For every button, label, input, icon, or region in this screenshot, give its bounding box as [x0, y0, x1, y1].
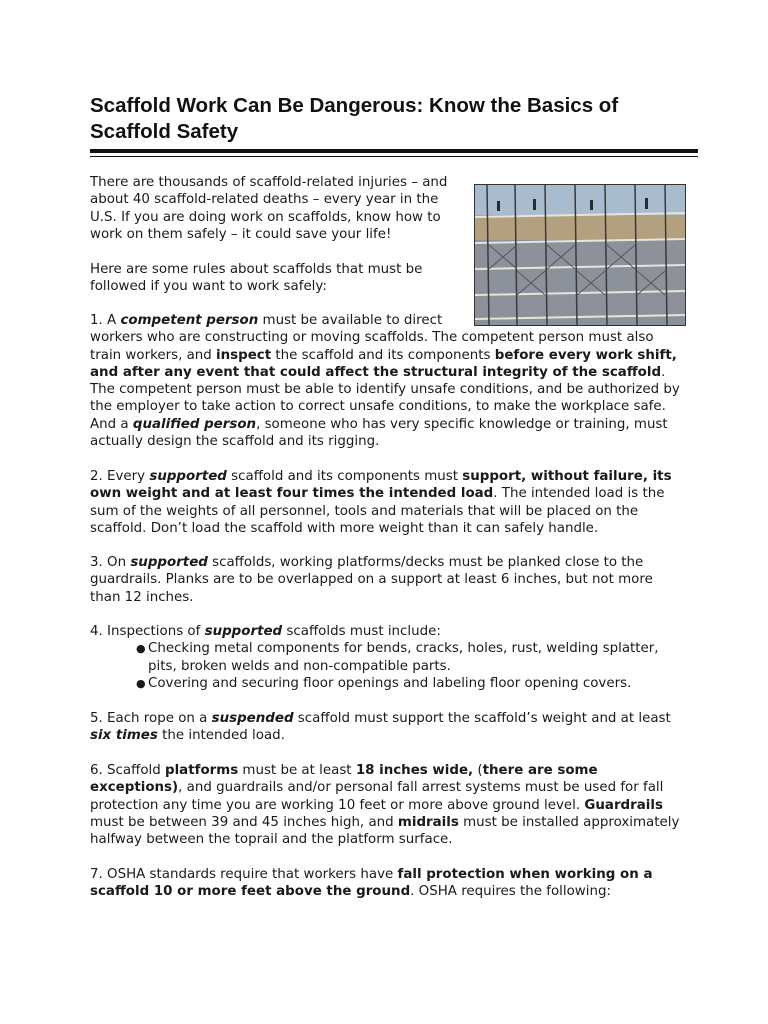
- rule-4-block: [90, 623, 686, 692]
- list-item: ● Covering and securing floor openings and labeling floor opening covers.: [136, 675, 686, 692]
- competent-person-term: competent person: [120, 313, 259, 328]
- title-rule-thick: [90, 149, 698, 153]
- rule-2-paragraph: 2. Every supported scaffold and its components must support, without failure, its own weight and at least four times the intended load. The intended load is the sum of the weights of all personnel, tools and materials that will be placed on the scaffold. Don’t load the scaffold with more weight than it can safely handle.: [90, 469, 672, 536]
- scaffold-photo: [474, 184, 686, 326]
- inspection-bullet-list: [136, 640, 686, 692]
- page-title: Scaffold Work Can Be Dangerous: Know the Basics of Scaffold Safety: [90, 94, 619, 143]
- qualified-person-term: qualified person: [132, 416, 257, 432]
- intro-paragraph: There are thousands of scaffold-related injuries – and about 40 scaffold-related deaths – every year in the U.S. If you are doing work on scaffolds, know how to work on them safely – it could save your life!: [90, 175, 448, 242]
- title-rule-thin: [90, 156, 698, 157]
- rule-4-paragraph: 4. Inspections of supported scaffolds must include:: [90, 624, 441, 639]
- rule-7-paragraph: 7. OSHA standards require that workers have fall protection when working on a scaffold 10 or more feet above the ground. OSHA requires the following:: [90, 867, 653, 900]
- rule-6-paragraph: 6. Scaffold platforms must be at least 18 inches wide, (there are some exceptions), and guardrails and/or personal fall arrest systems must be used for fall protection any time you are working 10 feet or more above ground level. Guardrails must be between 39 and 45 inches high, and midrails must be installed approximately halfway between the toprail and the platform surface.: [90, 763, 680, 848]
- scaffold-illustration: [475, 185, 685, 325]
- intro-rules-paragraph: Here are some rules about scaffolds that must be followed if you want to work safely:: [90, 262, 423, 295]
- rule-5-paragraph: 5. Each rope on a suspended scaffold must support the scaffold’s weight and at least six times the intended load.: [90, 711, 671, 744]
- rule-3-paragraph: 3. On supported scaffolds, working platforms/decks must be planked close to the guardrails. Planks are to be overlapped on a support at least 6 inches, but not more than 12 inches.: [90, 555, 653, 605]
- list-item: ● Checking metal components for bends, cracks, holes, rust, welding splatter, pits, broken welds and non-compatible parts.: [136, 640, 686, 675]
- rule-1-paragraph: 1. A competent person must be available to direct workers who are constructing or moving scaffolds. The competent person must also train workers, and inspect the scaffold and its components before every work shift, and after any event that could affect the structural integrity of the scaffold. The competent person must be able to identify unsafe conditions, and be authorized by the employer to take action to correct unsafe conditions, to make the workplace safe. And a qualified person, someone who has very specific knowledge or training, must actually design the scaffold and its rigging.: [90, 313, 680, 450]
